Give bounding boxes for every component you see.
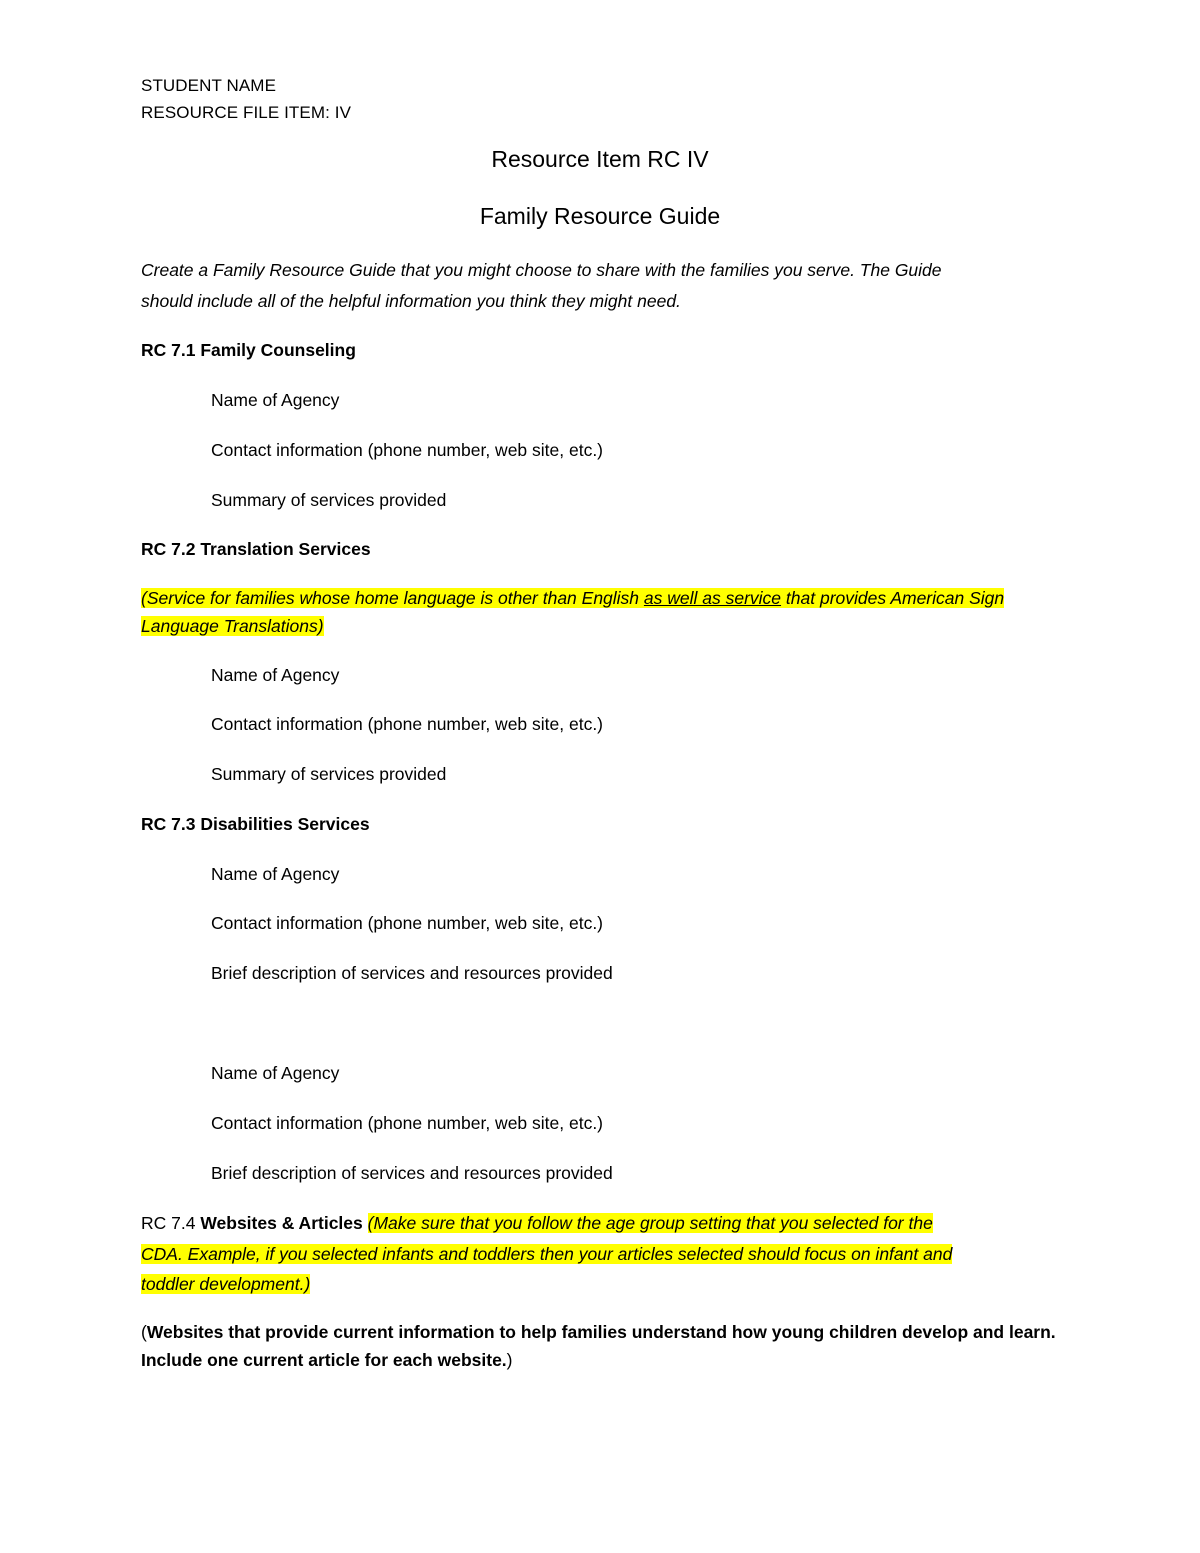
- highlight: toddler development.): [141, 1274, 311, 1294]
- list-item: Summary of services provided: [211, 764, 447, 784]
- note-text: (Service for families whose home language is other than English: [141, 588, 644, 608]
- websites-note-line-3: [141, 1276, 310, 1294]
- highlight: CDA. Example, if you selected infants and toddlers then your articles selected should focus on infant and: [141, 1244, 953, 1264]
- heading-prefix: RC 7.4: [141, 1213, 201, 1233]
- highlight: Language Translations): [141, 616, 324, 636]
- websites-note-line-2: [141, 1246, 952, 1264]
- list-item: Brief description of services and resources provided: [211, 963, 613, 983]
- note-text: that provides American Sign: [781, 588, 1005, 608]
- desc-bold-text: Websites that provide current information to help families understand how young children develop and learn.: [146, 1322, 1056, 1342]
- resource-file-item-header: RESOURCE FILE ITEM: IV: [141, 103, 352, 122]
- intro-line-1: Create a Family Resource Guide that you might choose to share with the families you serve. The Guide: [141, 260, 942, 280]
- translation-note-line-1: [141, 590, 1004, 608]
- paren-close: ): [506, 1350, 513, 1370]
- section-heading-disabilities-services: RC 7.3 Disabilities Services: [141, 814, 370, 834]
- list-item: Contact information (phone number, web site, etc.): [211, 714, 604, 734]
- list-item: Contact information (phone number, web site, etc.): [211, 913, 604, 933]
- list-item: Name of Agency: [211, 864, 340, 884]
- list-item: Name of Agency: [211, 665, 340, 685]
- section-heading-family-counseling: RC 7.1 Family Counseling: [141, 340, 356, 360]
- document-subtitle: Family Resource Guide: [479, 203, 721, 229]
- section-heading-websites-articles: [141, 1215, 933, 1233]
- section-heading-translation-services: RC 7.2 Translation Services: [141, 539, 371, 559]
- websites-desc-line-2: [141, 1352, 513, 1370]
- list-item: Brief description of services and resources provided: [211, 1163, 613, 1183]
- list-item: Name of Agency: [211, 390, 340, 410]
- heading-bold-text: Websites & Articles: [200, 1213, 363, 1233]
- list-item: Summary of services provided: [211, 490, 447, 510]
- translation-note-line-2: [141, 618, 324, 636]
- highlight: [141, 588, 1004, 608]
- highlight: (Make sure that you follow the age group setting that you selected for the: [367, 1213, 933, 1233]
- note-underlined-text: as well as service: [643, 588, 782, 608]
- list-item: Name of Agency: [211, 1063, 340, 1083]
- list-item: Contact information (phone number, web site, etc.): [211, 440, 604, 460]
- student-name-header: STUDENT NAME: [141, 76, 277, 95]
- list-item: Contact information (phone number, web site, etc.): [211, 1113, 604, 1133]
- desc-bold-text: Include one current article for each website.: [141, 1350, 507, 1370]
- intro-line-2: should include all of the helpful information you think they might need.: [141, 291, 681, 311]
- document-title: Resource Item RC IV: [491, 146, 709, 172]
- paren-open: (: [141, 1322, 147, 1342]
- websites-desc-line-1: [141, 1324, 1056, 1342]
